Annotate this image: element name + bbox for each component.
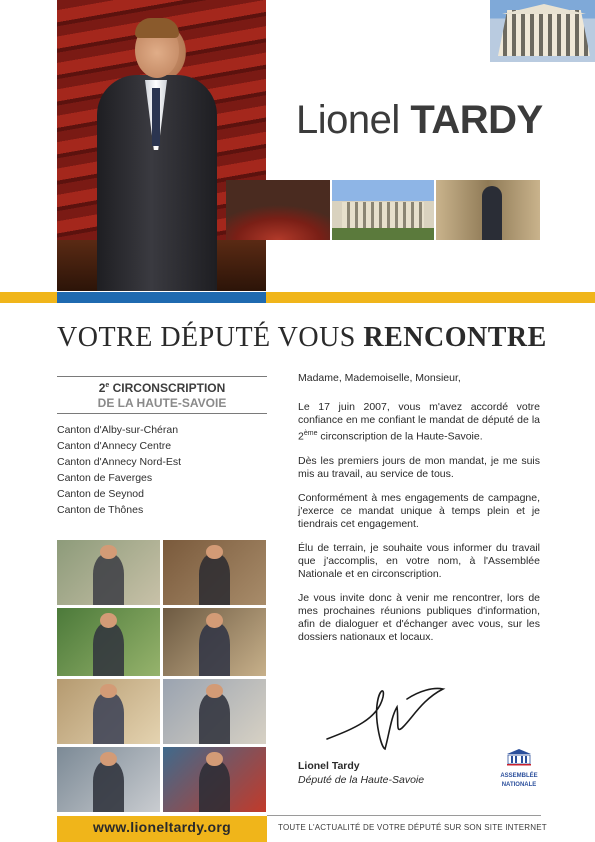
list-item: Canton de Seynod: [57, 488, 144, 500]
signatory-role: Député de la Haute-Savoie: [298, 774, 425, 786]
first-name: Lionel: [296, 98, 400, 142]
handwritten-signature: [323, 677, 453, 752]
list-item: Canton de Thônes: [57, 504, 144, 516]
letter-paragraph-3: Conformément à mes engagements de campagne, j'exerce ce mandat unique à temps plein et je tiendrais cet engagement.: [298, 491, 540, 530]
letter-paragraph-4: Élu de terrain, je souhaite vous informer du travail que j'accomplis, en votre nom, à l'Assemblée Nationale et en circonscription.: [298, 541, 540, 580]
headline-part1: VOTRE DÉPUTÉ VOUS: [57, 322, 364, 353]
letter-body: [298, 372, 540, 655]
circonscription-number: 2: [98, 381, 106, 395]
list-item: Canton d'Alby-sur-Chéran: [57, 424, 179, 436]
deputy-standing-photo: [436, 180, 540, 240]
assemblee-building-icon: [506, 748, 532, 766]
logo-line1: ASSEMBLÉE: [500, 773, 538, 779]
event-photo: [163, 679, 266, 744]
list-item: Canton de Faverges: [57, 472, 153, 484]
headline-part2: RENCONTRE: [363, 322, 547, 353]
blue-band: [57, 292, 266, 303]
footer-tagline: TOUTE L'ACTUALITÉ DE VOTRE DÉPUTÉ SUR SON SITE INTERNET: [278, 823, 547, 832]
letter-p1-sup: ème: [303, 430, 318, 437]
letter-paragraph-1: [298, 401, 540, 444]
circonscription-box: [57, 376, 267, 414]
website-link[interactable]: www.lioneltardy.org: [93, 819, 231, 835]
signatory-name: Lionel Tardy: [298, 760, 360, 772]
event-photo: [57, 608, 160, 676]
list-item: Canton d'Annecy Nord-Est: [57, 456, 181, 468]
logo-line2: NATIONALE: [501, 782, 537, 788]
event-photo: [57, 679, 160, 744]
event-photo: [163, 747, 266, 812]
event-photo: [163, 608, 266, 676]
circonscription-suffix: e: [105, 382, 110, 389]
letter-paragraph-2: Dès les premiers jours de mon mandat, je me suis mis au travail, au service de tous.: [298, 454, 540, 480]
letter-paragraph-5: Je vous invite donc à venir me rencontrer, lors de mes prochaines réunions publiques d'information, afin de dialoguer et d'échanger avec vous, sur les dossiers nationaux et locaux.: [298, 591, 540, 643]
event-photo: [57, 540, 160, 605]
palais-bourbon-photo: [332, 180, 434, 240]
hero-portrait-photo: [57, 0, 266, 291]
headline: [57, 322, 547, 354]
deputy-name-title: [296, 98, 543, 143]
circonscription-line2: DE LA HAUTE-SAVOIE: [97, 396, 227, 410]
last-name: TARDY: [410, 98, 543, 142]
event-photo: [57, 747, 160, 812]
letter-greeting: Madame, Mademoiselle, Monsieur,: [298, 372, 461, 384]
footer-divider: [267, 815, 541, 816]
assemblee-building-photo: [490, 0, 595, 62]
hemicycle-photo: [226, 180, 330, 240]
letter-p1-b: circonscription de la Haute-Savoie.: [317, 430, 483, 443]
event-photo: [163, 540, 266, 605]
circonscription-label: CIRCONSCRIPTION: [109, 381, 226, 395]
assemblee-nationale-logo: [497, 748, 541, 788]
canton-list: [57, 422, 181, 518]
circonscription-line1: [57, 381, 267, 395]
letter-p1-a: Le 17 juin 2007, vous m'avez accordé votre confiance en me confiant le mandat de député de la 2: [298, 401, 540, 443]
list-item: Canton d'Annecy Centre: [57, 440, 172, 452]
